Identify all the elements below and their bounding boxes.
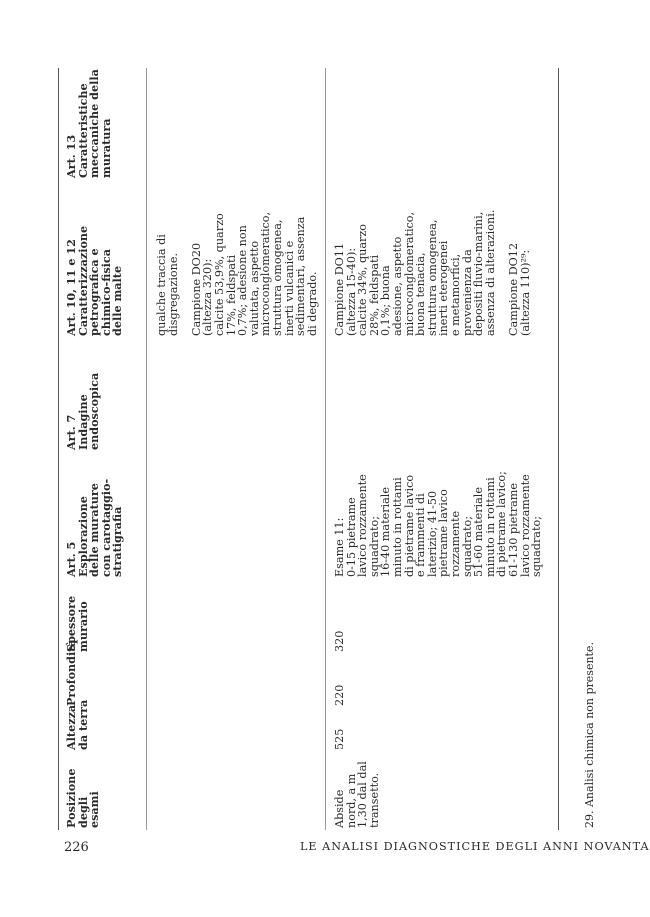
header-carotaggio-line: stratigrafia [110,506,125,577]
cell-malte-line: microconglomeratico, [402,211,416,336]
header-profondita-line: Profondità [64,639,78,706]
header-meccaniche-line: meccaniche della [87,69,102,178]
cell-malte-continued-line: calcite 53,9%, quarzo [212,213,226,336]
cell-malte-line: struttura omogenea, [425,219,439,336]
cell-carotaggio-line: squadrato; [460,516,474,577]
rotated-table-frame [58,60,596,830]
header-posizione-line: Posizione [64,768,78,828]
cell-spessore [334,631,346,652]
header-malte-line: petrografica e [87,248,102,336]
header-altezza [66,700,89,750]
cell-altezza-line: 525 [333,728,346,750]
cell-malte-continued-line: Campione DO20 [189,242,203,336]
header-meccaniche-line: Caratteristiche [75,83,90,178]
header-spessore [66,596,89,652]
cell-carotaggio-line: 16-40 materiale [379,487,393,577]
header-rule [146,68,147,830]
cell-malte-continued-line: valutata, aspetto [247,240,261,336]
cell-malte-continued-line: (altezza 320): [201,258,215,336]
footnote: 29. Analisi chimica non presente. [583,642,596,828]
cell-malte-continued-line: 0,7%; adesione non [236,225,250,336]
cell-malte-continued [156,212,318,336]
header-posizione [66,769,101,828]
header-malte [66,226,124,336]
cell-carotaggio-line: Esame 11: [333,517,346,577]
header-carotaggio-line: delle murature [87,483,102,577]
cell-malte-line: 28%, feldspati [367,254,381,336]
cell-posizione-line: transetto. [367,772,381,828]
cell-malte-continued-line: 17%, feldspati [224,254,238,336]
cell-malte-line: buona tenacia, [414,252,428,336]
cell-carotaggio-line: e frammenti di [414,493,428,577]
cell-malte-continued-line: sedimentari, assenza [294,216,308,336]
header-meccaniche-line: muratura [98,118,113,178]
cell-carotaggio-line: laterizio; 41-50 [425,490,439,577]
cell-malte-line: Campione DO11 [333,242,346,336]
cell-carotaggio-line: 51-60 materiale [472,487,486,577]
cell-carotaggio-line: squadrato; [367,516,381,577]
header-meccaniche-line: Art. 13 [64,134,78,178]
cell-malte-line: calcite 34%, quarzo [356,223,370,336]
cell-profondita-line: 220 [333,684,346,706]
cell-carotaggio-line: minuto in rottami [483,477,497,577]
page-number: 226 [64,840,89,855]
cell-malte-line: assenza di alterazioni. [483,209,497,336]
cell-altezza [334,729,346,750]
cell-malte-continued-line: qualche traccia di [155,234,168,336]
header-endoscopica-line: endoscopica [87,372,102,450]
table-top-rule [58,68,59,830]
header-malte-line: Caratterizzazione [75,225,90,336]
cell-carotaggio-line: pietrame lavico [437,489,451,577]
header-malte-line: delle malte [110,265,125,336]
running-head-title: LE ANALISI DIAGNOSTICHE DEGLI ANNI NOVANTA [300,840,650,853]
cell-carotaggio-line: rozzamente [448,510,462,577]
header-malte-line: chimico-fisica [98,249,113,336]
row-rule [325,68,326,830]
header-spessore-line: murario [75,601,90,652]
cell-carotaggio-line: di pietrame lavico [402,474,416,577]
table-bottom-rule [558,68,559,830]
cell-malte-continued-line: microconglomeratico, [259,211,273,336]
header-posizione-line: degli [75,796,90,828]
header-endoscopica [66,373,101,450]
header-carotaggio-line: con carotaggio- [98,478,113,577]
cell-malte-continued-line: di degrado. [305,271,319,336]
cell-malte-line: depositi fluvio-marini, [472,211,486,336]
cell-malte-line: Campione DO12 [506,242,520,336]
cell-carotaggio [334,471,543,577]
cell-malte-line: e metamorfici, [448,253,462,336]
cell-carotaggio-line: di pietrame lavico; [495,471,509,577]
header-meccaniche [66,69,112,178]
cell-posizione-line: 1,30 dal dal [356,761,370,828]
cell-posizione [334,761,380,828]
cell-carotaggio-line: lavico rozzamente [356,474,370,577]
cell-malte-line: inerti eterogenei [437,240,451,336]
cell-posizione-line: Abside [333,789,346,828]
cell-malte-line: 0,1%; buona [379,265,393,336]
header-endoscopica-line: Indagine [75,394,90,450]
cell-spessore-line: 320 [333,630,346,652]
cell-malte-line: adesione, aspetto [390,236,404,336]
header-endoscopica-line: Art. 7 [64,414,78,450]
header-altezza-line: da terra [75,699,90,750]
cell-malte-continued-line: inerti vulcanici e [282,240,296,336]
cell-carotaggio-line: lavico rozzamente [518,474,532,577]
cell-malte-line: provenienza da [460,249,474,336]
cell-profondita [334,685,346,706]
cell-malte-line: (altezza 110)²⁹: [518,249,532,336]
header-posizione-line: esami [87,791,102,828]
cell-carotaggio-line: 0-15 pietrame [344,497,358,577]
cell-malte-line: (altezza 15-40): [344,247,358,336]
header-carotaggio-line: Art. 5 [64,541,78,577]
header-carotaggio [66,479,124,577]
cell-carotaggio-line: squadrato; [530,516,544,577]
header-malte-line: Art. 10, 11 e 12 [64,239,78,336]
cell-carotaggio-line: minuto in rottami [390,477,404,577]
cell-malte-continued-line: struttura omogenea, [270,219,284,336]
header-altezza-line: Altezza [64,704,78,750]
cell-posizione-line: nord, a m [344,773,358,828]
header-spessore-line: Spessore [64,595,78,652]
cell-malte-continued-line: disgregazione. [166,252,180,336]
cell-carotaggio-line: 61-130 pietrame [506,482,520,577]
header-carotaggio-line: Esplorazione [75,496,90,577]
cell-malte [334,210,531,336]
